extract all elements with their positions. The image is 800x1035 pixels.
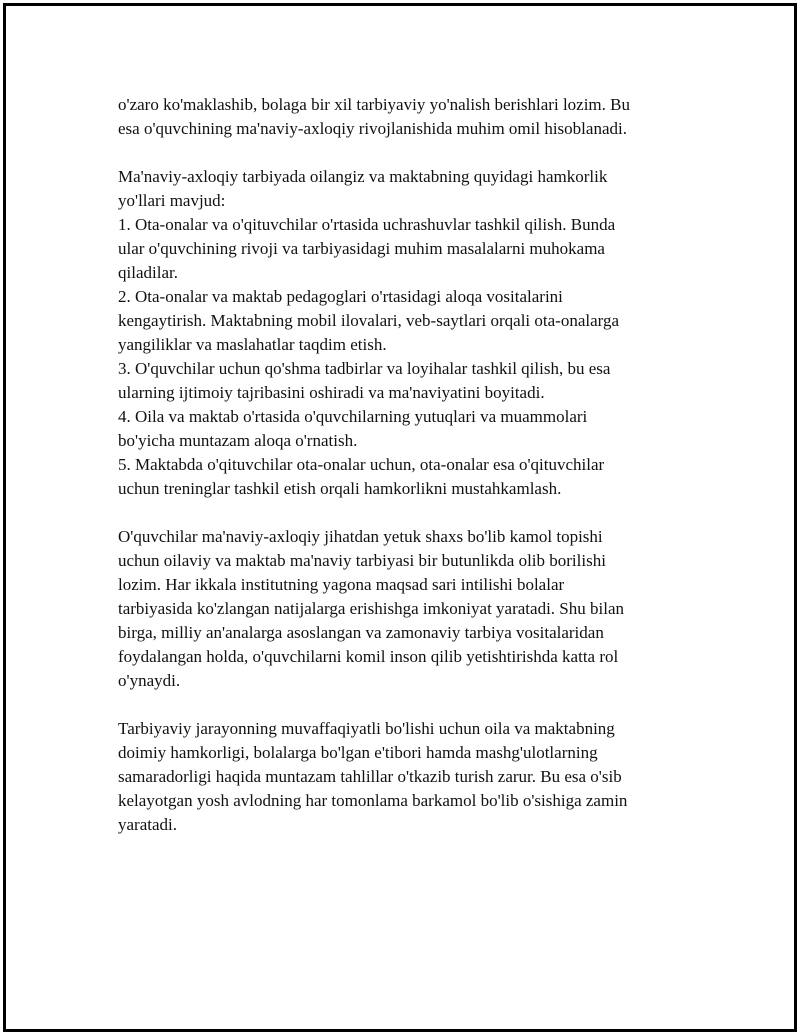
paragraph-students [118,525,658,693]
document-body [118,93,658,861]
text-line: o'ynaydi. [118,671,181,690]
list-item-2: 2. Ota-onalar va maktab pedagoglari o'rtasidagi aloqa vositalarini [118,287,563,306]
text-line: birga, milliy an'analarga asoslangan va zamonaviy tarbiya vositalaridan [118,623,604,642]
list-item-5: 5. Maktabda o'qituvchilar ota-onalar uchun, ota-onalar esa o'qituvchilar [118,455,605,474]
text-line: ular o'quvchining rivoji va tarbiyasidagi muhim masalalarni muhokama [118,239,605,258]
text-line: kengaytirish. Maktabning mobil ilovalari, veb-saytlari orqali ota-onalarga [118,311,620,330]
text-line: Tarbiyaviy jarayonning muvaffaqiyatli bo'lishi uchun oila va maktabning [118,719,615,738]
text-line: uchun treninglar tashkil etish orqali hamkorlikni mustahkamlash. [118,479,562,498]
text-line: uchun oilaviy va maktab ma'naviy tarbiyasi bir butunlikda olib borilishi [118,551,606,570]
text-line: tarbiyasida ko'zlangan natijalarga erishishga imkoniyat yaratadi. Shu bilan [118,599,624,618]
text-line: ularning ijtimoiy tajribasini oshiradi va ma'naviyatini boyitadi. [118,383,545,402]
list-item-3: 3. O'quvchilar uchun qo'shma tadbirlar va loyihalar tashkil qilish, bu esa [118,359,611,378]
text-line: yo'llari mavjud: [118,191,226,210]
list-item-1: 1. Ota-onalar va o'qituvchilar o'rtasida uchrashuvlar tashkil qilish. Bunda [118,215,616,234]
text-line: o'zaro ko'maklashib, bolaga bir xil tarbiyaviy yo'nalish berishlari lozim. Bu [118,95,630,114]
text-line: yangiliklar va maslahatlar taqdim etish. [118,335,387,354]
text-line: Ma'naviy-axloqiy tarbiyada oilangiz va maktabning quyidagi hamkorlik [118,167,608,186]
text-line: lozim. Har ikkala institutning yagona maqsad sari intilishi bolalar [118,575,565,594]
text-line: O'quvchilar ma'naviy-axloqiy jihatdan yetuk shaxs bo'lib kamol topishi [118,527,603,546]
text-line: bo'yicha muntazam aloqa o'rnatish. [118,431,358,450]
text-line: kelayotgan yosh avlodning har tomonlama barkamol bo'lib o'sishiga zamin [118,791,628,810]
text-line: yaratadi. [118,815,177,834]
paragraph-cooperation-list [118,165,658,501]
text-line: esa o'quvchining ma'naviy-axloqiy rivojlanishida muhim omil hisoblanadi. [118,119,627,138]
text-line: qiladilar. [118,263,178,282]
text-line: foydalangan holda, o'quvchilarni komil inson qilib yetishtirishda katta rol [118,647,619,666]
text-line: doimiy hamkorligi, bolalarga bo'lgan e'tibori hamda mashg'ulotlarning [118,743,598,762]
text-line: samaradorligi haqida muntazam tahlillar o'tkazib turish zarur. Bu esa o'sib [118,767,622,786]
paragraph-conclusion [118,717,658,837]
list-item-4: 4. Oila va maktab o'rtasida o'quvchilarning yutuqlari va muammolari [118,407,588,426]
paragraph-intro [118,93,658,141]
